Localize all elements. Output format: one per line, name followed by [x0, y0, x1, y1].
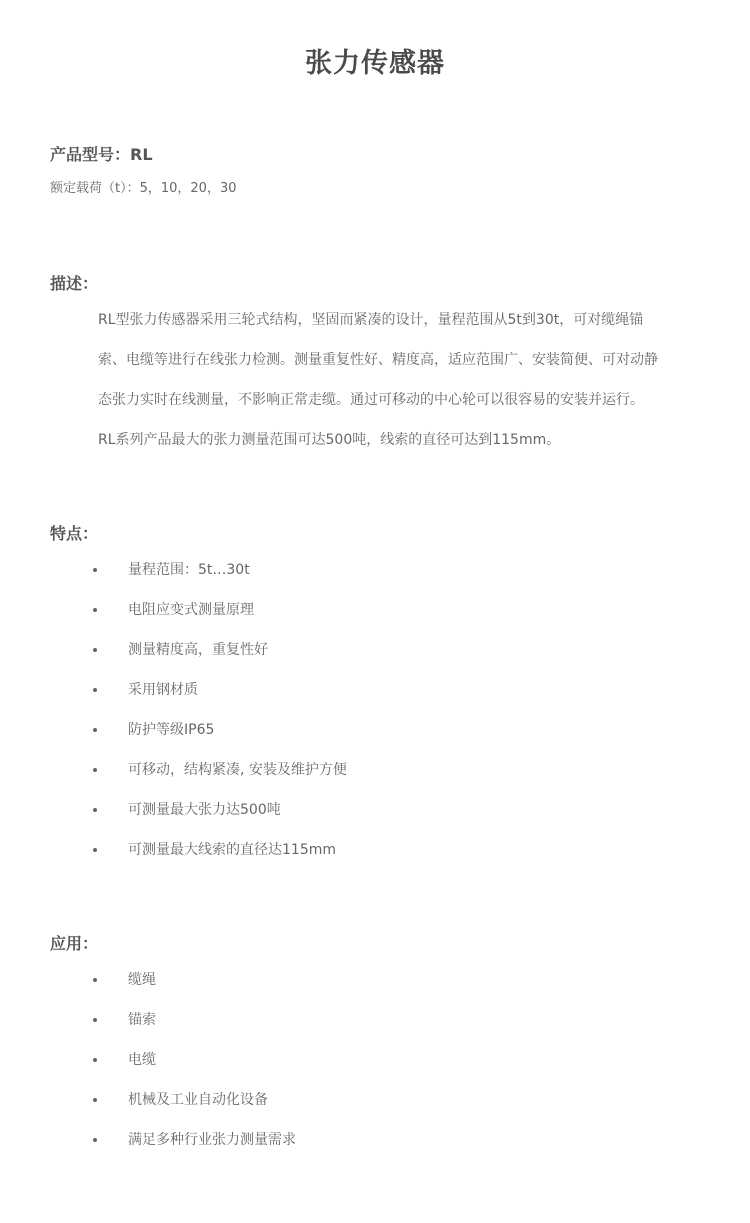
feature-text: 可测量最大线索的直径达115mm: [128, 842, 336, 858]
bullet-icon: [93, 728, 97, 732]
applications-heading: 应用：: [50, 934, 99, 953]
feature-text: 防护等级IP65: [128, 722, 215, 738]
bullet-icon: [93, 808, 97, 812]
bullet-icon: [93, 1018, 97, 1022]
bullet-icon: [93, 648, 97, 652]
application-text: 满足多种行业张力测量需求: [128, 1132, 296, 1148]
application-text: 电缆: [128, 1052, 156, 1068]
rated-load: 额定载荷（t）：5，10，20，30: [50, 181, 237, 196]
feature-text: 测量精度高，重复性好: [128, 642, 268, 658]
feature-text: 电阻应变式测量原理: [128, 602, 254, 618]
description-text: RL型张力传感器采用三轮式结构，坚固而紧凑的设计，量程范围从5t到30t，可对缆绳锚索、电缆等进行在线张力检测。测量重复性好、精度高，适应范围广、安装简便、可对动静态张力实时在线测量，不影响正常走缆。通过可移动的中心轮可以很容易的安装并运行。RL系列产品最大的张力测量范围可达500吨，线索的直径可达到115mm。: [98, 312, 658, 448]
bullet-icon: [93, 768, 97, 772]
application-text: 锚索: [128, 1012, 156, 1028]
bullet-icon: [93, 568, 97, 572]
bullet-icon: [93, 608, 97, 612]
bullet-icon: [93, 1138, 97, 1142]
bullet-icon: [93, 848, 97, 852]
bullet-icon: [93, 688, 97, 692]
feature-text: 量程范围：5t…30t: [128, 562, 250, 578]
feature-text: 可移动，结构紧凑, 安装及维护方便: [128, 762, 347, 778]
bullet-icon: [93, 978, 97, 982]
feature-text: 可测量最大张力达500吨: [128, 802, 281, 818]
feature-text: 采用钢材质: [128, 682, 198, 698]
application-text: 机械及工业自动化设备: [128, 1092, 268, 1108]
page-title: 张力传感器: [305, 48, 445, 79]
description-heading: 描述：: [50, 274, 99, 293]
application-text: 缆绳: [128, 972, 156, 988]
features-heading: 特点：: [50, 524, 99, 543]
bullet-icon: [93, 1098, 97, 1102]
product-model: 产品型号：RL: [50, 145, 153, 164]
bullet-icon: [93, 1058, 97, 1062]
